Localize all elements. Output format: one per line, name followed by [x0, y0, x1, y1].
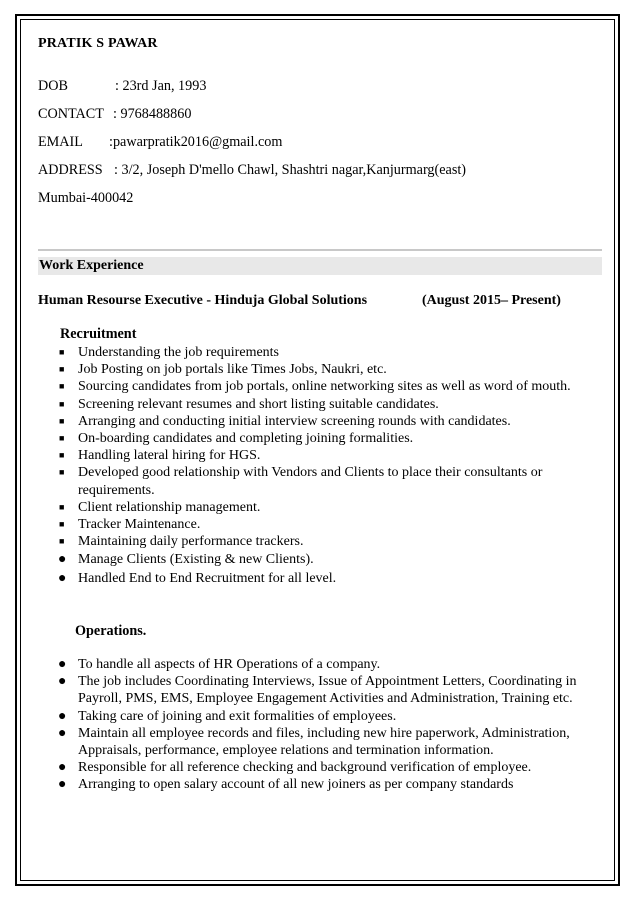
square-bullet-icon: ■ [59, 450, 65, 461]
job-dates: (August 2015– Present) [422, 293, 561, 308]
list-item: ■ Tracker Maintenance. [59, 517, 201, 533]
address-label: ADDRESS [38, 162, 103, 178]
address-line [38, 162, 466, 179]
contact-label: CONTACT [38, 106, 104, 122]
square-bullet-icon: ■ [59, 347, 65, 357]
list-item: ● Maintain all employee records and files, including new hire paperwork, Administration, Appraisals, performance, employee relations and termination information. [58, 725, 570, 759]
dob-label: DOB [38, 78, 68, 94]
list-item: ● The job includes Coordinating Interviews, Issue of Appointment Letters, Coordinating in Payroll, PMS, EMS, Employee Engagement Activities and Administration, Training etc. [58, 674, 577, 707]
list-item: ■ Client relationship management. [59, 499, 261, 515]
email-label: EMAIL [38, 134, 83, 150]
dob-value: : 23rd Jan, 1993 [115, 78, 207, 94]
round-bullet-icon: ● [58, 708, 67, 724]
operations-heading: Operations. [75, 623, 147, 639]
square-bullet-icon: ■ [59, 467, 65, 478]
list-item: ■ Handling lateral hiring for HGS. [59, 448, 261, 464]
list-item: ● Responsible for all reference checking and background verification of employee. [58, 760, 532, 776]
list-item: ● To handle all aspects of HR Operations of a company. [58, 657, 381, 672]
square-bullet-icon: ■ [59, 433, 65, 444]
contact-value: : 9768488860 [113, 106, 192, 122]
round-bullet-icon: ● [58, 674, 67, 690]
round-bullet-icon: ● [58, 552, 67, 568]
candidate-name: PRATIK S PAWAR [38, 36, 158, 51]
email-line [38, 134, 282, 151]
list-item: ● Manage Clients (Existing & new Clients). [58, 552, 314, 568]
contact-line [38, 106, 191, 123]
round-bullet-icon: ● [58, 725, 67, 741]
dob-line [38, 78, 206, 95]
square-bullet-icon: ■ [59, 519, 65, 530]
round-bullet-icon: ● [58, 777, 67, 793]
list-item: ● Taking care of joining and exit formalities of employees. [58, 708, 397, 724]
list-item: ■ Maintaining daily performance trackers. [59, 534, 304, 550]
recruitment-list [38, 344, 604, 588]
list-item: ■ Arranging and conducting initial interview screening rounds with candidates. [59, 413, 511, 429]
operations-list [38, 656, 604, 794]
square-bullet-icon: ■ [59, 536, 65, 547]
list-item: ■ Understanding the job requirements [59, 345, 280, 360]
list-item: ■ Sourcing candidates from job portals, online networking sites as well as word of mouth. [59, 379, 571, 395]
job-title: Human Resourse Executive - Hinduja Global Solutions [38, 293, 368, 308]
list-item: ● Arranging to open salary account of all new joiners as per company standards [58, 777, 514, 793]
list-item: ● Handled End to End Recruitment for all level. [58, 571, 337, 587]
square-bullet-icon: ■ [59, 398, 65, 409]
square-bullet-icon: ■ [59, 501, 65, 512]
round-bullet-icon: ● [58, 657, 67, 672]
list-item: ■ Screening relevant resumes and short listing suitable candidates. [59, 396, 439, 412]
round-bullet-icon: ● [58, 760, 67, 776]
address-line-2: Mumbai-400042 [38, 190, 134, 206]
list-item: ■ On-boarding candidates and completing joining formalities. [59, 431, 414, 447]
recruitment-heading: Recruitment [60, 326, 137, 342]
square-bullet-icon: ■ [59, 381, 65, 392]
list-item: ■ Developed good relationship with Vendors and Clients to place their consultants or requirements. [59, 465, 543, 498]
list-item: ■ Job Posting on job portals like Times Jobs, Naukri, etc. [59, 362, 387, 378]
round-bullet-icon: ● [58, 571, 67, 587]
address-value: : 3/2, Joseph D'mello Chawl, Shashtri nagar,Kanjurmarg(east) [114, 162, 467, 178]
work-experience-heading: Work Experience [38, 257, 602, 275]
section-divider [38, 249, 602, 251]
email-value: :pawarpratik2016@gmail.com [109, 134, 283, 150]
square-bullet-icon: ■ [59, 364, 65, 375]
square-bullet-icon: ■ [59, 415, 65, 426]
